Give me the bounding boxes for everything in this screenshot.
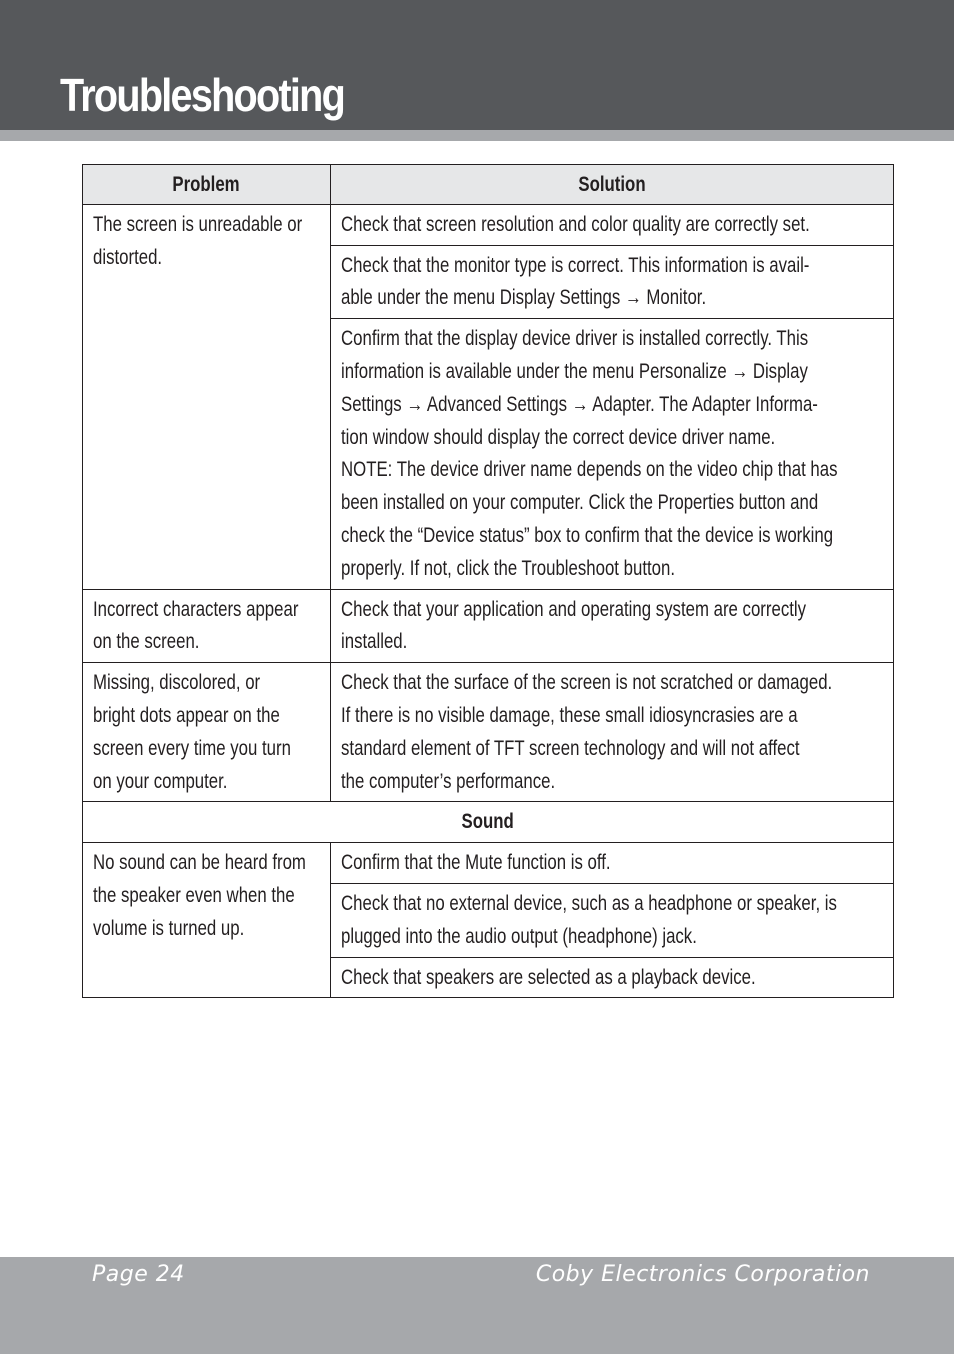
solution-cell: Check that no external device, such as a headphone or speaker, is plugged into the audio output (headphone) jack. [331,883,894,957]
page-title: Troubleshooting [60,69,345,121]
header-accent-strip [0,130,954,141]
column-header-solution: Solution [331,165,894,205]
problem-cell: Incorrect characters appear on the screen. [83,589,331,663]
problem-cell: The screen is unreadable or distorted. [83,204,331,589]
solution-cell: Check that the monitor type is correct. This information is avail- able under the menu Display Settings → Monitor. [331,245,894,319]
troubleshooting-table [82,164,894,998]
table-row [83,843,894,884]
solution-cell: Check that speakers are selected as a playback device. [331,957,894,998]
section-row-sound [83,802,894,843]
solution-cell: Confirm that the display device driver is installed correctly. This information is available under the menu Personalize → Display Settings → Advanced Settings → Adapter. The Adapter Informa- tion window should display the correct device driver name. NOTE: The device driver name depends on the video chip that has been installed on your computer. Click the Properties button and check the “Device status” box to confirm that the device is working properly. If not, click the Troubleshoot button. [331,319,894,589]
table-row [83,204,894,245]
section-heading-sound: Sound [83,802,894,843]
solution-cell: Check that your application and operating system are correctly installed. [331,589,894,663]
table-header-row [83,165,894,205]
table-row [83,663,894,802]
table-row [83,589,894,663]
solution-cell: Confirm that the Mute function is off. [331,843,894,884]
column-header-problem: Problem [83,165,331,205]
solution-cell: Check that screen resolution and color quality are correctly set. [331,204,894,245]
company-name: Coby Electronics Corporation [535,1262,870,1287]
solution-cell: Check that the surface of the screen is not scratched or damaged. If there is no visible damage, these small idiosyncrasies are a standard element of TFT screen technology and will not affect the computer’s performance. [331,663,894,802]
page-number: Page 24 [92,1262,185,1287]
problem-cell: Missing, discolored, or bright dots appear on the screen every time you turn on your computer. [83,663,331,802]
problem-cell: No sound can be heard from the speaker even when the volume is turned up. [83,843,331,998]
